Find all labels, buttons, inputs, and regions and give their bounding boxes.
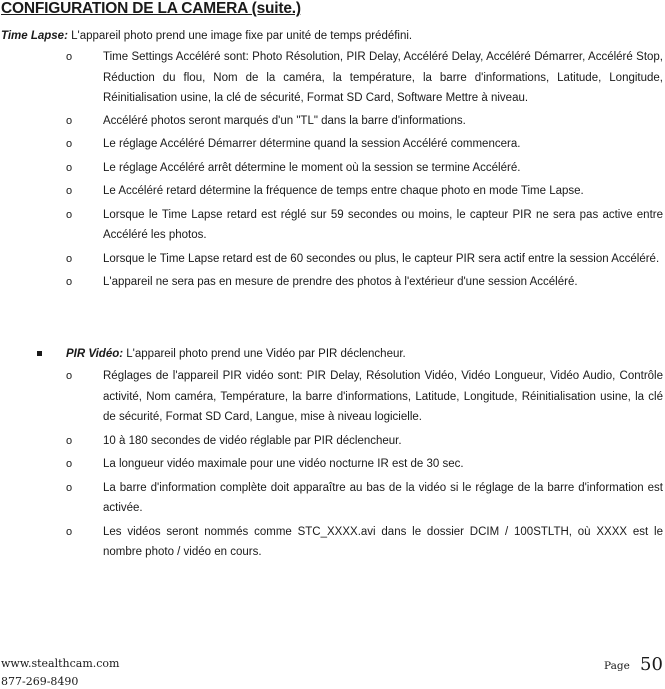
list-item-text: Lorsque le Time Lapse retard est de 60 secondes ou plus, le capteur PIR sera actif entre la session Accéléré. bbox=[103, 252, 660, 265]
pir-video-list bbox=[0, 366, 665, 566]
circle-bullet-icon: o bbox=[66, 252, 73, 265]
circle-bullet-icon: o bbox=[66, 276, 73, 288]
time-lapse-list bbox=[0, 47, 665, 296]
circle-bullet-icon: o bbox=[66, 51, 73, 63]
list-item-text: Le réglage Accéléré arrêt détermine le moment où la session se termine Accéléré. bbox=[103, 161, 521, 174]
list-item-text: Time Settings Accéléré sont: Photo Résolution, PIR Delay, Accéléré Delay, Accéléré Démarrer, Accéléré Stop, Réduction du flou, Nom de la caméra, la température, la barre d'informations, Latitude, Longitude, Réinitialisation usine, la clé de sécurité, Format SD Card, Software Mettre à niveau. bbox=[103, 51, 663, 104]
list-item bbox=[0, 478, 665, 519]
list-item bbox=[0, 47, 665, 109]
footer-phone: 877-269-8490 bbox=[1, 675, 79, 688]
list-item-text: Lorsque le Time Lapse retard est réglé sur 59 secondes ou moins, le capteur PIR ne sera pas active entre Accéléré les photos. bbox=[103, 208, 663, 241]
list-item bbox=[0, 366, 665, 428]
circle-bullet-icon: o bbox=[66, 525, 73, 538]
page-title: CONFIGURATION DE LA CAMERA (suite.) bbox=[1, 0, 301, 17]
pir-video-intro bbox=[66, 344, 406, 364]
circle-bullet-icon: o bbox=[66, 138, 73, 150]
time-lapse-text: L'appareil photo prend une image fixe par unité de temps prédéfini. bbox=[67, 30, 413, 42]
circle-bullet-icon: o bbox=[66, 185, 73, 197]
list-item bbox=[0, 454, 665, 475]
pir-video-label: PIR Vidéo: bbox=[66, 348, 124, 360]
pir-video-text: L'appareil photo prend une Vidéo par PIR déclencheur. bbox=[123, 348, 406, 360]
list-item-text: Réglages de l'appareil PIR vidéo sont: PIR Delay, Résolution Vidéo, Vidéo Longueur, Vidéo Audio, Contrôle activité, Nom caméra, Température, la barre d'informations, Latitude, Longitude, Réinitialisation usine, la clé de sécurité, Format SD Card, Langue, mise à niveau logicielle. bbox=[103, 370, 663, 423]
footer-website-link[interactable]: www.stealthcam.com bbox=[1, 657, 120, 670]
list-item-text: Accéléré photos seront marqués d'un "TL" dans la barre d'informations. bbox=[103, 114, 466, 127]
time-lapse-intro bbox=[1, 26, 663, 46]
list-item-text: La longueur vidéo maximale pour une vidéo nocturne IR est de 30 sec. bbox=[103, 458, 464, 470]
list-item-text: La barre d'information complète doit apparaître au bas de la vidéo si le réglage de la barre d'information est activée. bbox=[103, 481, 663, 514]
list-item bbox=[0, 158, 665, 179]
circle-bullet-icon: o bbox=[66, 481, 73, 494]
time-lapse-label: Time Lapse: bbox=[1, 30, 68, 42]
list-item bbox=[0, 111, 665, 132]
circle-bullet-icon: o bbox=[66, 458, 73, 470]
circle-bullet-icon: o bbox=[66, 434, 73, 447]
circle-bullet-icon: o bbox=[66, 370, 73, 382]
circle-bullet-icon: o bbox=[66, 114, 73, 127]
list-item bbox=[0, 181, 665, 202]
list-item bbox=[0, 272, 665, 293]
list-item-text: Le réglage Accéléré Démarrer détermine quand la session Accéléré commencera. bbox=[103, 138, 521, 150]
list-item-text: L'appareil ne sera pas en mesure de prendre des photos à l'extérieur d'une session Accéléré. bbox=[103, 276, 578, 288]
list-item-text: 10 à 180 secondes de vidéo réglable par PIR déclencheur. bbox=[103, 434, 402, 447]
circle-bullet-icon: o bbox=[66, 208, 73, 221]
square-bullet-icon bbox=[37, 351, 42, 356]
list-item bbox=[0, 249, 665, 270]
list-item bbox=[0, 134, 665, 155]
list-item bbox=[0, 431, 665, 452]
page-number: 50 bbox=[640, 654, 663, 675]
list-item-text: Le Accéléré retard détermine la fréquence de temps entre chaque photo en mode Time Lapse. bbox=[103, 185, 584, 197]
page-label: Page bbox=[604, 660, 630, 672]
list-item bbox=[0, 205, 665, 246]
list-item bbox=[0, 522, 665, 563]
list-item-text: Les vidéos seront nommés comme STC_XXXX.avi dans le dossier DCIM / 100STLTH, où XXXX est le nombre photo / vidéo en cours. bbox=[103, 525, 663, 558]
circle-bullet-icon: o bbox=[66, 161, 73, 174]
